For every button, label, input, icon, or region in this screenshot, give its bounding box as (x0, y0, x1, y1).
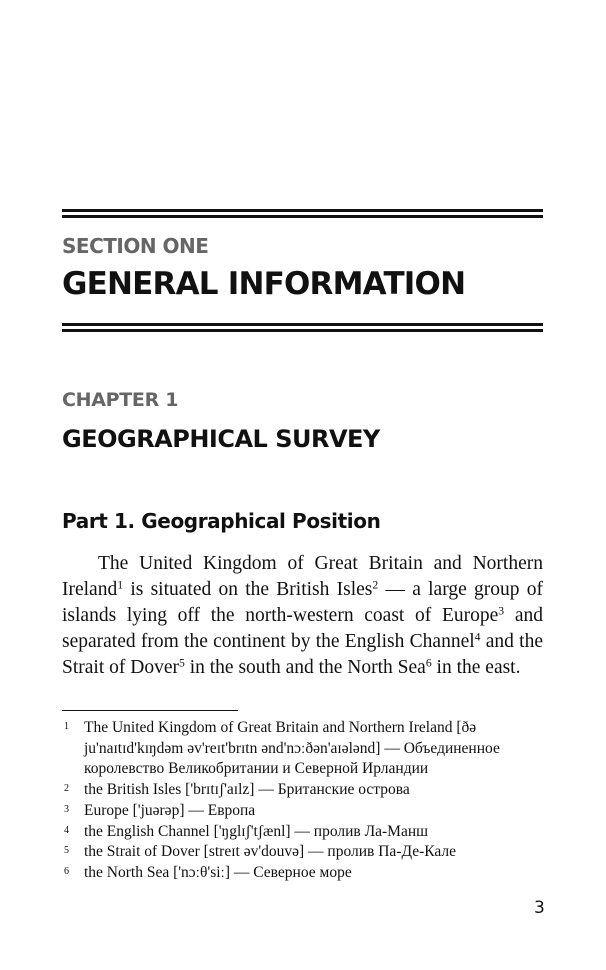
body-paragraph (62, 551, 543, 681)
footnote-ref: 4 (474, 630, 481, 644)
section-label: SECTION ONE (62, 234, 209, 258)
footnote-text: Europe ['juərəp] — Европа (84, 801, 256, 819)
footnote-text: the British Isles ['brɪtɪʃ'aɪlz] — Британские острова (84, 781, 410, 799)
page-number: 3 (534, 898, 545, 918)
footnote (62, 801, 543, 822)
footnotes (62, 718, 543, 884)
footnote-text: the North Sea ['nɔːθ'siː] — Северное море (84, 863, 352, 881)
section-rule-top-2 (62, 215, 543, 218)
footnote (62, 863, 543, 884)
footnote-number: 5 (64, 845, 69, 857)
section-rule-bottom-1 (62, 323, 543, 326)
body-text-segment: and the Strait of Dover (62, 631, 543, 678)
body-text-segment: in the east. (431, 657, 521, 678)
body-text-segment: is situated on the British Isles (123, 579, 373, 600)
section-title: GENERAL INFORMATION (62, 266, 466, 302)
footnote-number: 3 (64, 803, 69, 815)
chapter-label: CHAPTER 1 (62, 389, 179, 411)
footnote-ref: 6 (425, 656, 432, 670)
footnote-number: 2 (64, 783, 69, 795)
footnote-divider (62, 710, 238, 711)
footnote-text: the Strait of Dover [streɪt əv'douvə] — пролив Па-Де-Кале (84, 843, 457, 861)
footnote-text: the English Channel ['ŋglɪʃ'tʃænl] — пролив Ла-Манш (84, 822, 429, 840)
footnote-number: 4 (64, 824, 69, 836)
body-text-segment: and separated from the continent by the English Channel (62, 605, 543, 652)
footnote-ref: 3 (498, 604, 505, 618)
section-rule-top-1 (62, 209, 543, 212)
footnote-text: The United Kingdom of Great Britain and Northern Ireland [ðə ju'naɪtɪd'kɪŋdəm əv'reɪt'brɪtn ənd'nɔːðən'aɪələnd] — Объединенное королевство Великобритании и Северной Ирландии (84, 719, 500, 778)
footnote (62, 822, 543, 843)
footnote-number: 1 (64, 721, 69, 732)
footnote (62, 718, 543, 780)
section-rule-bottom-2 (62, 329, 543, 332)
footnote (62, 842, 543, 863)
footnote-ref: 1 (117, 578, 124, 592)
part-title: Part 1. Geographical Position (62, 509, 381, 533)
body-text-segment: in the south and the North Sea (184, 657, 426, 678)
body-text-segment: — a large group of islands lying off the north-western coast of Europe (62, 579, 543, 626)
footnote (62, 780, 543, 801)
body-text-segment: The United Kingdom of Great Britain and Northern Ireland (62, 553, 543, 600)
footnote-ref: 2 (372, 578, 379, 592)
footnote-number: 6 (64, 865, 69, 877)
chapter-title: GEOGRAPHICAL SURVEY (62, 425, 380, 453)
footnote-ref: 5 (178, 656, 185, 670)
